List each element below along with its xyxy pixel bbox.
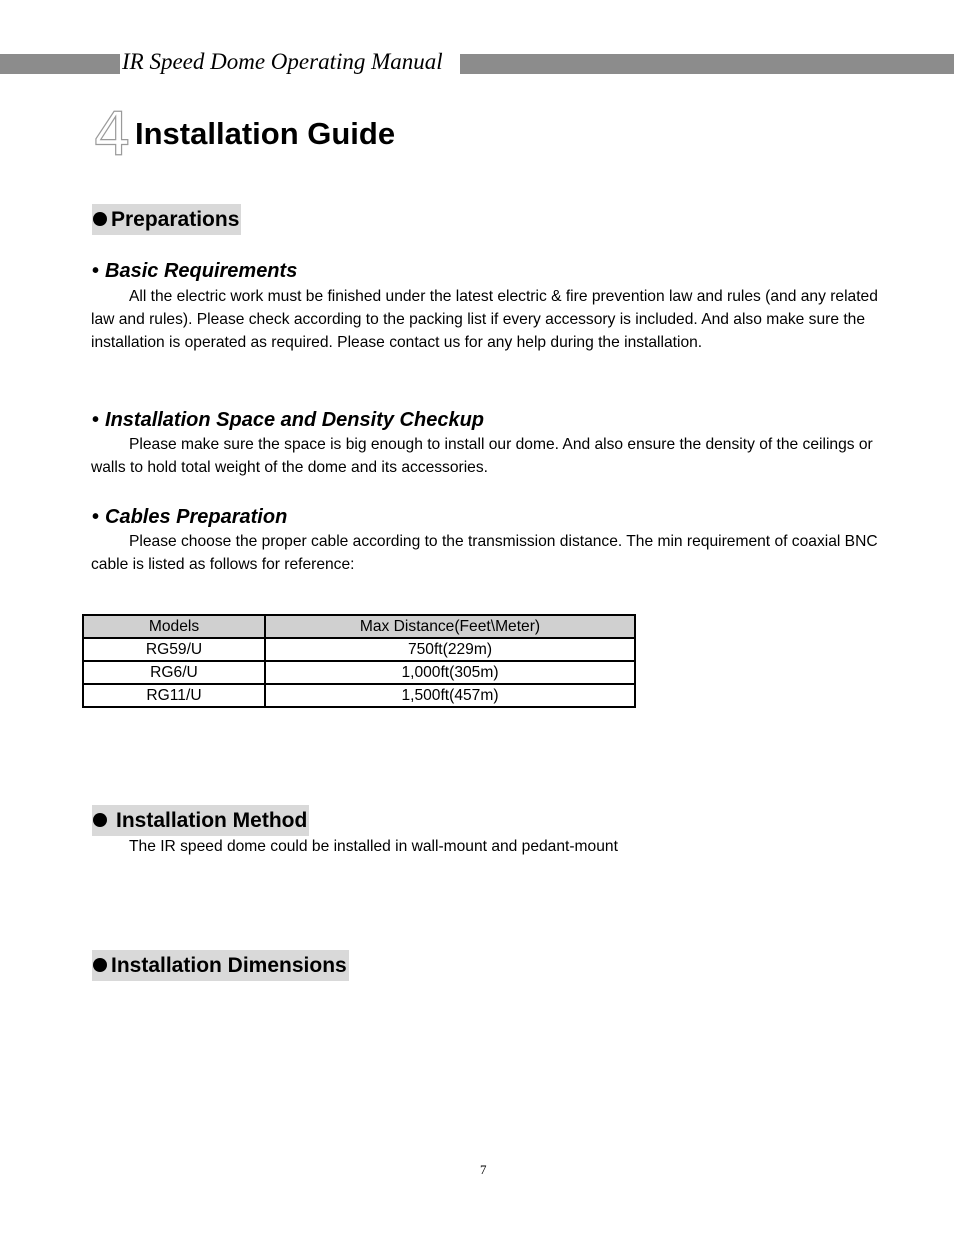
subheading-space-density: • Installation Space and Density Checkup: [92, 409, 484, 431]
table-cell-distance: 1,000ft(305m): [265, 661, 635, 684]
section-heading-installation-method: Installation Method: [92, 805, 309, 836]
chapter-title: Installation Guide: [135, 116, 396, 151]
table-header-row: [83, 615, 635, 638]
column-header-models: Models: [83, 615, 265, 638]
section-heading-installation-dimensions: Installation Dimensions: [92, 950, 349, 981]
table-cell-model: RG11/U: [83, 684, 265, 707]
section-heading-preparations: Preparations: [92, 204, 241, 235]
table-cell-distance: 750ft(229m): [265, 638, 635, 661]
table-cell-model: RG59/U: [83, 638, 265, 661]
paragraph-basic-requirements: All the electric work must be finished under the latest electric & fire prevention law and rules (and any related law and rules). Please check according to the packing list if every accessory is included. And also make sure the installation is operated as required. Please contact us for any help during the installation.: [91, 288, 878, 351]
paragraph-cables-preparation: Please choose the proper cable according to the transmission distance. The min requirement of coaxial BNC cable is listed as follows for reference:: [91, 533, 878, 573]
header-bar-left: [0, 54, 120, 74]
cable-distance-table: [82, 614, 636, 708]
chapter-number: 4: [93, 100, 132, 170]
bullet-icon: •: [92, 506, 100, 528]
bullet-icon: •: [92, 260, 100, 282]
table-row: [83, 684, 635, 707]
header-bar-right: [460, 54, 954, 74]
bullet-dot-icon: [93, 212, 107, 226]
page-number: 7: [480, 1162, 487, 1177]
bullet-dot-icon: [93, 958, 107, 972]
paragraph-space-density: Please make sure the space is big enough to install our dome. And also ensure the density of the ceilings or walls to hold total weight of the dome and its accessories.: [91, 436, 873, 476]
subheading-cables-preparation: • Cables Preparation: [92, 506, 288, 528]
table-cell-distance: 1,500ft(457m): [265, 684, 635, 707]
manual-title: IR Speed Dome Operating Manual: [122, 49, 443, 74]
column-header-max-distance: Max Distance(Feet\Meter): [265, 615, 635, 638]
table-row: [83, 638, 635, 661]
bullet-icon: •: [92, 409, 100, 431]
paragraph-installation-method: The IR speed dome could be installed in wall-mount and pedant-mount: [129, 838, 618, 855]
bullet-dot-icon: [93, 813, 107, 827]
table-cell-model: RG6/U: [83, 661, 265, 684]
subheading-basic-requirements: • Basic Requirements: [92, 260, 298, 282]
table-row: [83, 661, 635, 684]
